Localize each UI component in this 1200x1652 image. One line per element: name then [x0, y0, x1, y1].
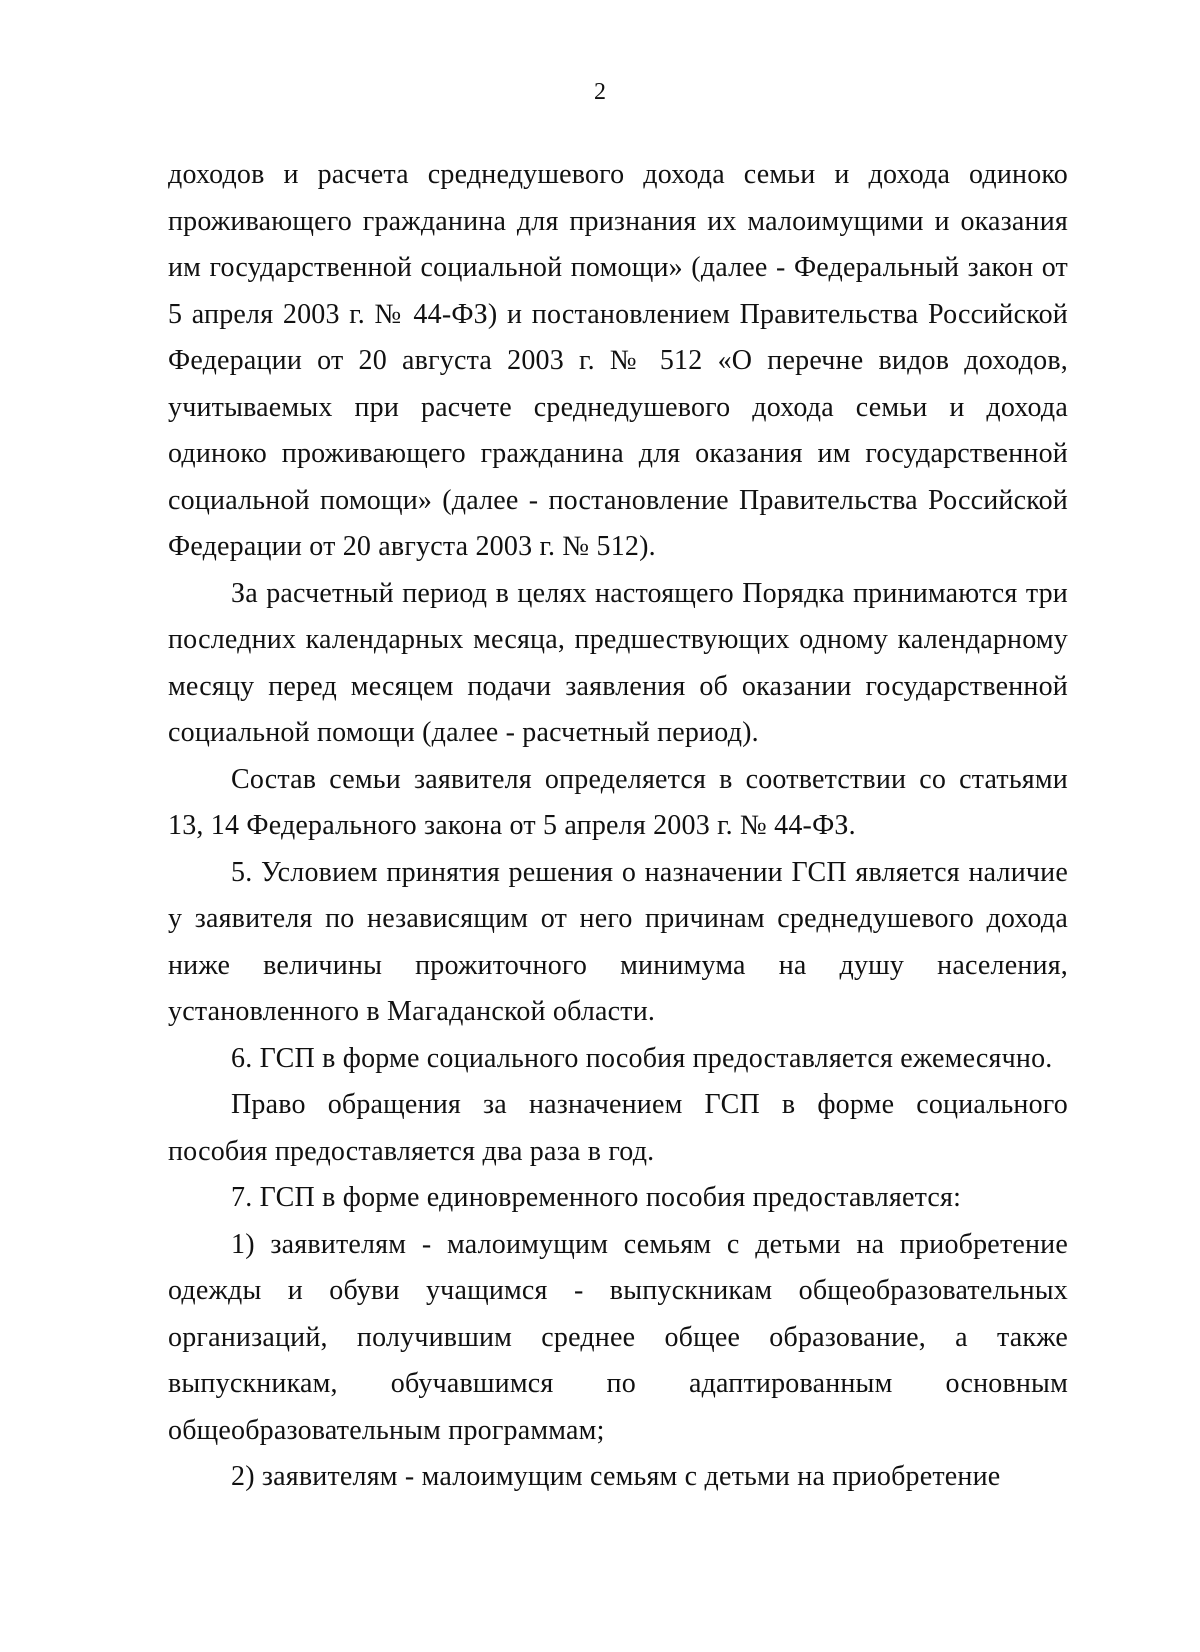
- paragraph-continuation: доходов и расчета среднедушевого дохода семьи и дохода одиноко проживающего гражданина для признания их малоимущими и оказания им государственной социальной помощи» (далее - Федеральный закон от 5 апреля 2003 г. № 44-ФЗ) и постановлением Правительства Российской Федерации от 20 августа 2003 г. № 512 «О перечне видов доходов, учитываемых при расчете среднедушевого дохода семьи и дохода одиноко проживающего гражданина для оказания им государственной социальной помощи» (далее - постановление Правительства Российской Федерации от 20 августа 2003 г. № 512).: [168, 159, 1068, 562]
- paragraph-item-6: 6. ГСП в форме социального пособия предоставляется ежемесячно.: [231, 1042, 1053, 1074]
- paragraph-item-7-2: 2) заявителям - малоимущим семьям с детьми на приобретение: [231, 1461, 1001, 1492]
- paragraph-family-composition: Состав семьи заявителя определяется в соответствии со статьями 13, 14 Федерального закона от 5 апреля 2003 г. № 44-ФЗ.: [168, 763, 1068, 841]
- page-number: 2: [594, 79, 606, 105]
- paragraph-calculation-period: За расчетный период в целях настоящего Порядка принимаются три последних календарных месяца, предшествующих одному календарному месяцу перед месяцем подачи заявления об оказании государственной социальной помощи (далее - расчетный период).: [168, 577, 1068, 748]
- paragraph-item-7: 7. ГСП в форме единовременного пособия предоставляется:: [231, 1182, 962, 1213]
- document-body: [168, 152, 1068, 1501]
- paragraph-right-to-apply: Право обращения за назначением ГСП в форме социального пособия предоставляется два раза в год.: [168, 1089, 1068, 1167]
- paragraph-item-5: 5. Условием принятия решения о назначении ГСП является наличие у заявителя по независящим от него причинам среднедушевого дохода ниже величины прожиточного минимума на душу населения, установленного в Магаданской области.: [168, 856, 1068, 1027]
- paragraph-item-7-1: 1) заявителям - малоимущим семьям с детьми на приобретение одежды и обуви учащимся - выпускникам общеобразовательных организаций, получившим среднее общее образование, а также выпускникам, обучавшимся по адаптированным основным общеобразовательным программам;: [168, 1228, 1068, 1446]
